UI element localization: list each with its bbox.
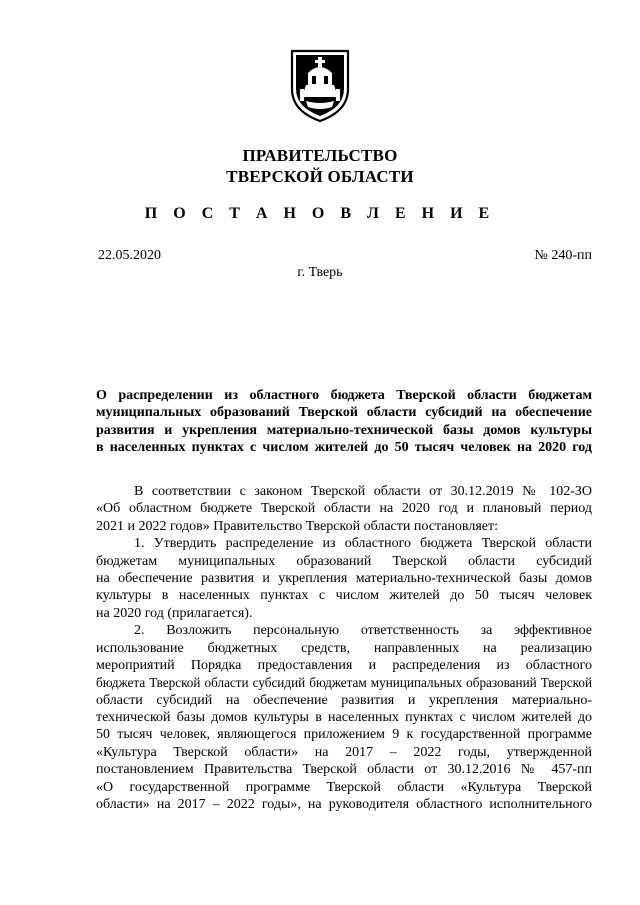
document-date: 22.05.2020 [98, 248, 161, 263]
body-line: мероприятий Порядка предоставления и распределения из областного [96, 657, 592, 673]
body-line: В соответствии с законом Тверской области от 30.12.2019 № 102-ЗО [134, 484, 592, 499]
body-line: на 2020 год (прилагается). [96, 605, 253, 621]
title-line: О распределении из областного бюджета Тверской области бюджетам [96, 388, 592, 403]
document-title [96, 387, 592, 457]
body-line: области» на 2017 – 2022 годы», на руководителя областного исполнительного [96, 797, 592, 813]
body-line: «Культура Тверской области» на 2017 – 2022 годы, утвержденной [96, 744, 592, 760]
body-line: бюджетам муниципальных образований Тверской области субсидий [96, 553, 592, 569]
body-line: «Об областном бюджете Тверской области на 2020 год и плановый период [96, 501, 592, 517]
body-line: 50 тысяч человек, являющегося приложением 9 к государственной программе [96, 727, 592, 743]
government-name-line2: ТВЕРСКОЙ ОБЛАСТИ [226, 167, 414, 186]
body-line: 2021 и 2022 годов» Правительство Тверской области постановляет: [96, 518, 499, 534]
body-line: области субсидий на обеспечение развития и укрепления материально- [96, 692, 592, 708]
body-line: «О государственной программе Тверской области «Культура Тверской [96, 779, 592, 795]
document-number: № 240-пп [534, 248, 592, 263]
body-line: постановлением Правительства Тверской области от 30.12.2016 № 457-пп [96, 762, 592, 778]
document-city: г. Тверь [297, 265, 343, 280]
title-line: в населенных пунктах с числом жителей до 50 тысяч человек на 2020 год [96, 440, 592, 456]
body-line: культуры в населенных пунктах с числом жителей до 50 тысяч человек [96, 588, 592, 604]
body-line: использование бюджетных средств, направленных на реализацию [96, 640, 592, 656]
body-line: технической базы домов культуры в населенных пунктах с числом жителей до [96, 710, 592, 726]
title-line: развития и укрепления материально-технической базы домов культуры [96, 422, 592, 438]
government-name-line1: ПРАВИТЕЛЬСТВО [242, 146, 398, 165]
document-body [96, 483, 592, 813]
body-line: 2. Возложить персональную ответственность за эффективное [134, 623, 592, 639]
body-line: 1. Утвердить распределение из областного бюджета Тверской области [134, 536, 592, 552]
body-line: бюджета Тверской области субсидий бюджетам муниципальных образований Тверской [96, 675, 592, 691]
tver-coat-of-arms-icon [288, 45, 352, 123]
title-line: муниципальных образований Тверской области субсидий на обеспечение [96, 405, 592, 421]
document-type: П О С Т А Н О В Л Е Н И Е [144, 205, 496, 222]
body-line: на обеспечение развития и укрепления материально-технической базы домов [96, 570, 592, 586]
